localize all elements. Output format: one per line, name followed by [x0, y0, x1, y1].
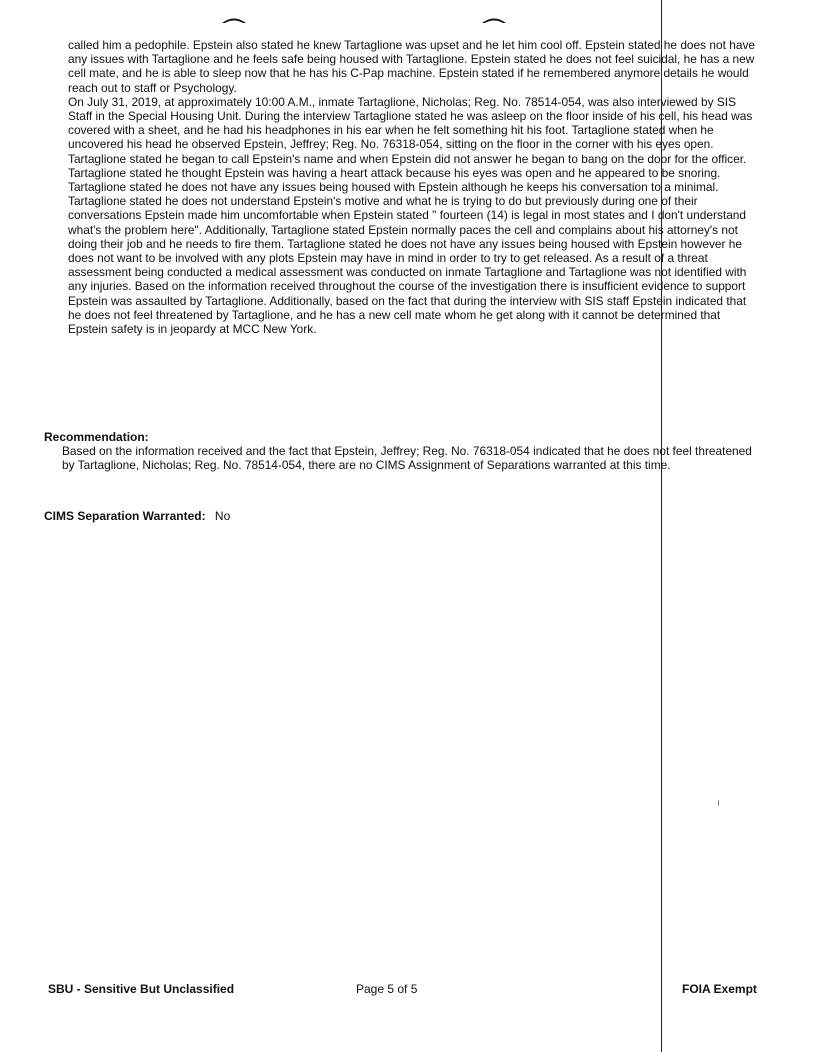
footer-classification: SBU - Sensitive But Unclassified [48, 982, 235, 996]
recommendation-section [62, 444, 762, 472]
footer-page-number: Page 5 of 5 [356, 982, 418, 996]
scan-mark-left [221, 14, 247, 24]
body-text [68, 38, 758, 336]
recommendation-heading: Recommendation: [44, 430, 149, 444]
cims-separation-label: CIMS Separation Warranted: [44, 509, 206, 523]
scan-speck [718, 800, 719, 806]
cims-separation-value: No [214, 509, 231, 523]
cims-separation-line [44, 509, 230, 523]
footer-foia-exempt: FOIA Exempt [682, 982, 757, 996]
recommendation-text: Based on the information received and the fact that Epstein, Jeffrey; Reg. No. 76318-054 indicated that he does not feel threatened by Tartaglione, Nicholas; Reg. No. 78514-054, there are no CIMS Assignment of Separations warranted at this time. [62, 444, 752, 473]
body-paragraph-2: On July 31, 2019, at approximately 10:00 A.M., inmate Tartaglione, Nicholas; Reg. No. 78514-054, was also interviewed by SIS Staff in the Special Housing Unit. During the interview Tartaglione stated he was asleep on the floor inside of his cell, his head was covered with a sheet, and he had his headphones in his ear when he felt something hit his foot. Tartaglione stated when he uncovered his head he observed Epstein, Jeffrey; Reg. No. 76318-054, sitting on the floor in the corner with his eyes open. Tartaglione stated he began to call Epstein's name and when Epstein did not answer he began to bang on the door for the officer. Tartaglione stated he thought Epstein was having a heart attack because his eyes was open and he appeared to be snoring. Tartaglione stated he does not have any issues being housed with Epstein although he keeps his conversation to a minimal. Tartaglione stated he does not understand Epstein's motive and what he is trying to do but previously during one of their conversations Epstein made him uncomfortable when Epstein stated " fourteen (14) is legal in most states and I don't understand what's the problem here". Additionally, Tartaglione stated Epstein normally paces the cell and complains about his attorney's not doing their job and he needs to fire them. Tartaglione stated he does not have any issues being housed with Epstein however he does not want to be involved with any plots Epstein may have in mind in order to try to get released. As a result of a threat assessment being conducted a medical assessment was conducted on inmate Tartaglione and Tartaglione was not identified with any injuries. Based on the information received throughout the course of the investigation there is insufficient evidence to support Epstein was assaulted by Tartaglione. Additionally, based on the fact that during the interview with SIS staff Epstein indicated that he does not feel threatened by Tartaglione, and he has a new cell mate whom he get along with it cannot be determined that Epstein safety is in jeopardy at MCC New York. [68, 94, 753, 337]
scan-mark-right [481, 14, 507, 24]
body-paragraph-1: called him a pedophile. Epstein also stated he knew Tartaglione was upset and he let him cool off. Epstein stated he does not have any issues with Tartaglione and he feels safe being housed with Tartaglione. Epstein stated he does not feel suicidal, he has a new cell mate, and he is able to sleep now that he has his C-Pap machine. Epstein stated if he remembered anymore details he would reach out to staff or Psychology. [68, 38, 756, 95]
